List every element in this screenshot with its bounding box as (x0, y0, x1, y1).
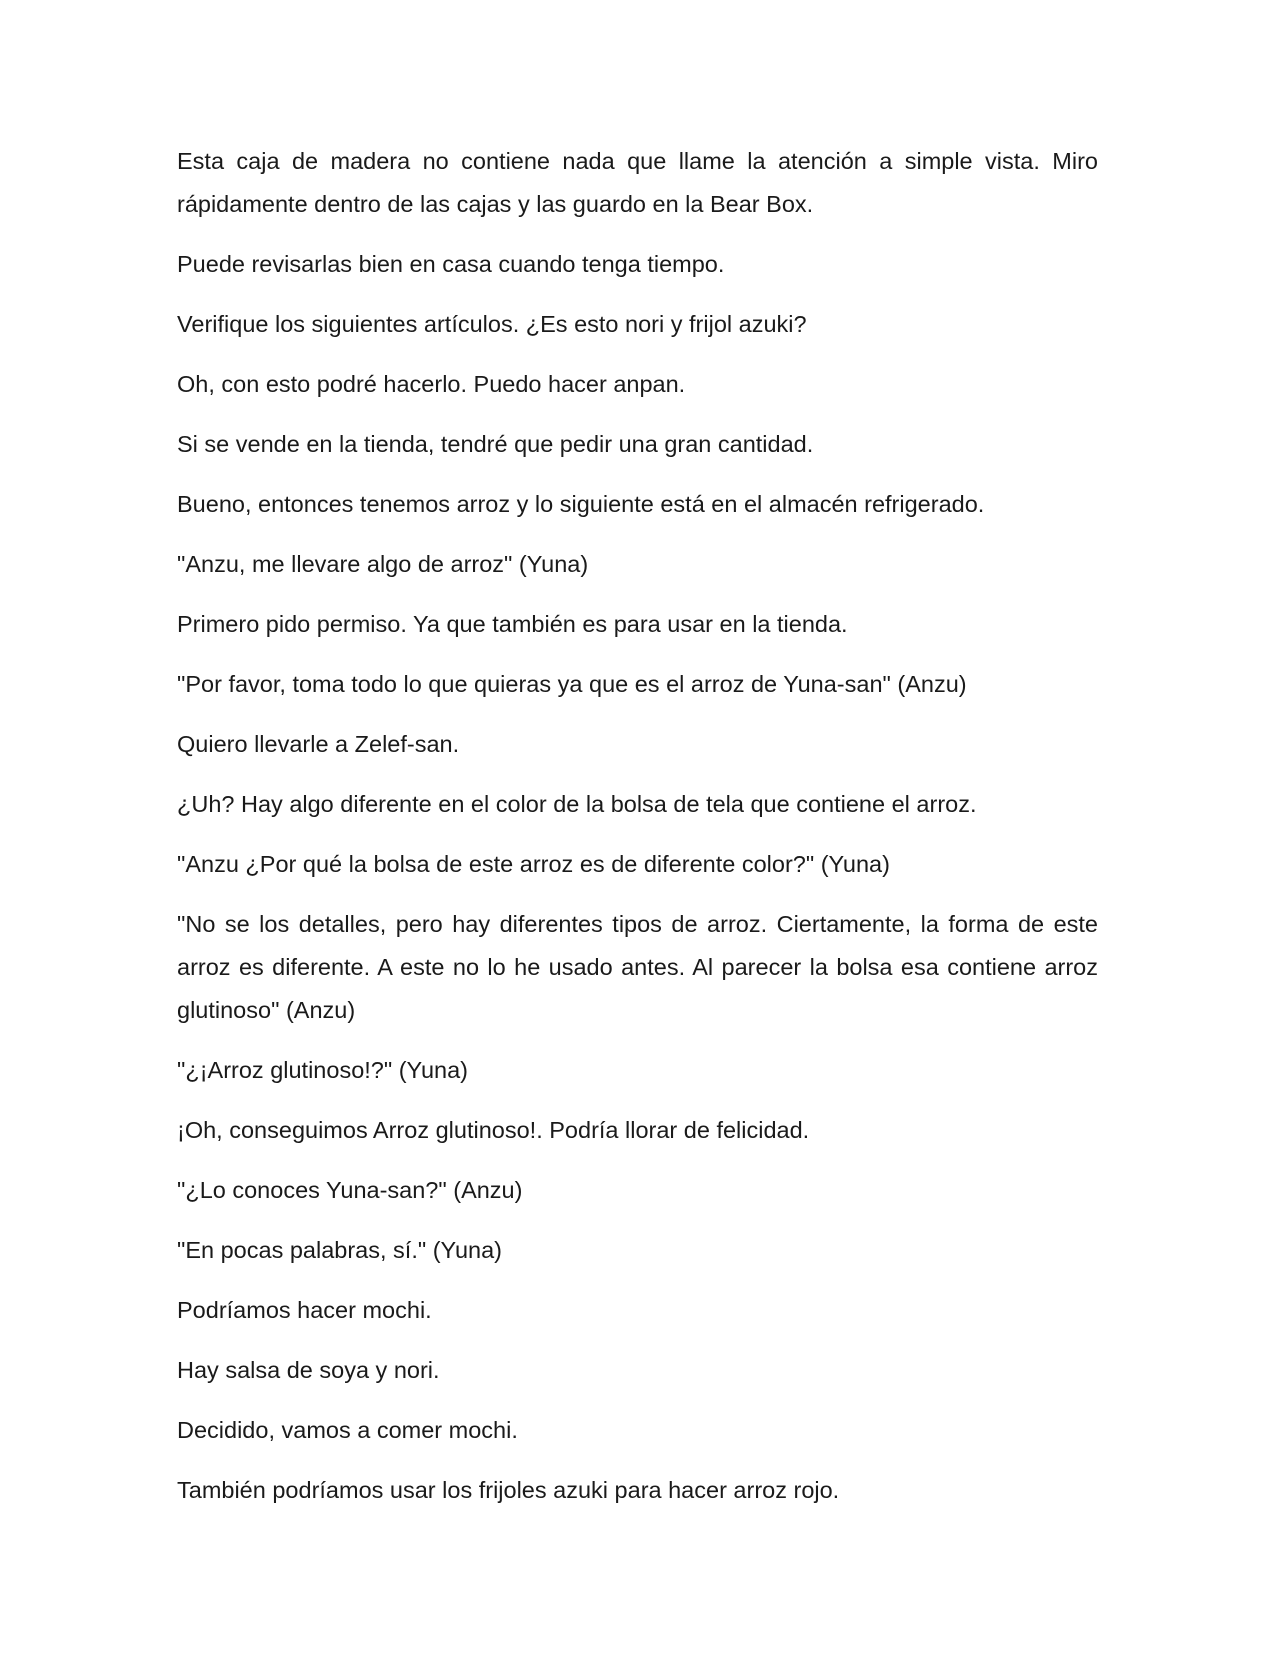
paragraph-4: Oh, con esto podré hacerlo. Puedo hacer anpan. (177, 371, 686, 397)
paragraph-5: Si se vende en la tienda, tendré que pedir una gran cantidad. (177, 431, 814, 457)
paragraph-21: También podríamos usar los frijoles azuki para hacer arroz rojo. (177, 1477, 840, 1503)
paragraph-9: "Por favor, toma todo lo que quieras ya que es el arroz de Yuna-san" (Anzu) (177, 671, 967, 697)
paragraph-16: "¿Lo conoces Yuna-san?" (Anzu) (177, 1177, 523, 1203)
paragraph-3: Verifique los siguientes artículos. ¿Es esto nori y frijol azuki? (177, 311, 807, 337)
paragraph-15: ¡Oh, conseguimos Arroz glutinoso!. Podría llorar de felicidad. (177, 1117, 810, 1143)
paragraph-6: Bueno, entonces tenemos arroz y lo siguiente está en el almacén refrigerado. (177, 491, 985, 517)
paragraph-14: "¿¡Arroz glutinoso!?" (Yuna) (177, 1057, 468, 1083)
paragraph-20: Decidido, vamos a comer mochi. (177, 1417, 518, 1443)
document-page (177, 140, 1098, 1529)
paragraph-7: "Anzu, me llevare algo de arroz" (Yuna) (177, 551, 589, 577)
paragraph-13: "No se los detalles, pero hay diferentes tipos de arroz. Ciertamente, la forma de este arroz es diferente. A este no lo he usado antes. Al parecer la bolsa esa contiene arroz glutinoso" (Anzu) (177, 911, 1098, 1023)
paragraph-10: Quiero llevarle a Zelef-san. (177, 731, 460, 757)
paragraph-2: Puede revisarlas bien en casa cuando tenga tiempo. (177, 251, 725, 277)
paragraph-17: "En pocas palabras, sí." (Yuna) (177, 1237, 502, 1263)
paragraph-11: ¿Uh? Hay algo diferente en el color de la bolsa de tela que contiene el arroz. (177, 791, 977, 817)
paragraph-19: Hay salsa de soya y nori. (177, 1357, 440, 1383)
paragraph-18: Podríamos hacer mochi. (177, 1297, 432, 1323)
paragraph-8: Primero pido permiso. Ya que también es para usar en la tienda. (177, 611, 848, 637)
paragraph-12: "Anzu ¿Por qué la bolsa de este arroz es de diferente color?" (Yuna) (177, 851, 890, 877)
paragraph-1: Esta caja de madera no contiene nada que llame la atención a simple vista. Miro rápidamente dentro de las cajas y las guardo en la Bear Box. (177, 148, 1098, 217)
